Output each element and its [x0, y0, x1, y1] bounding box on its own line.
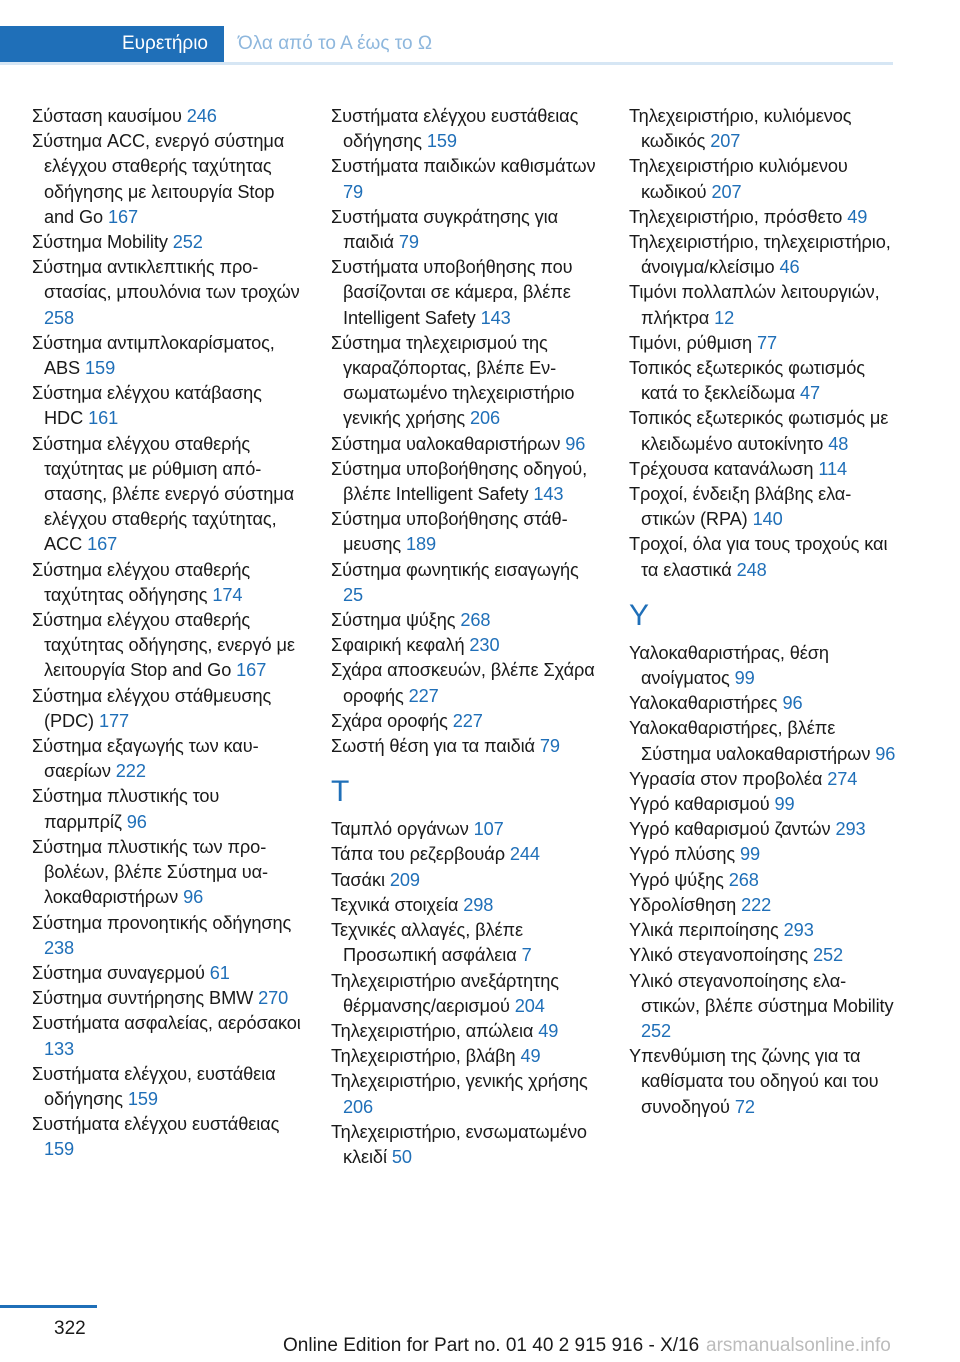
- index-entry-page-link[interactable]: 206: [470, 408, 501, 429]
- index-entry-text: Σχάρα αποσκευών, βλέπε Σχάρα οροφής: [331, 660, 595, 706]
- index-entry-text: Σύστημα αντικλεπτικής προστασίας, μπουλόνια των τροχών: [32, 257, 300, 303]
- page-number: 322: [54, 1318, 86, 1339]
- index-entry-page-link[interactable]: 99: [734, 668, 755, 689]
- index-entry-text: Συστήματα ασφαλείας, αερόσακοι: [32, 1013, 301, 1034]
- index-entry-text: Σύστημα υποβοήθησης οδηγού, βλέπε Intelligent Safety: [331, 458, 588, 505]
- index-entry: [331, 205, 601, 255]
- index-entry-text: Σύστημα πλυστικής των προβολέων, βλέπε Σύστημα υαλοκαθαριστήρων: [32, 836, 269, 908]
- index-entry-page-link[interactable]: 222: [741, 894, 772, 915]
- index-entry-page-link[interactable]: 107: [473, 819, 504, 840]
- index-entry: [629, 918, 899, 943]
- tab-index[interactable]: Ευρετήριο: [0, 26, 224, 62]
- index-entry-text: Υλικά περιποίησης: [629, 920, 779, 941]
- index-entry-page-link[interactable]: 293: [783, 920, 814, 941]
- index-entry: [629, 280, 899, 330]
- index-entry-page-link[interactable]: 207: [710, 131, 741, 152]
- index-entry-page-link[interactable]: 96: [565, 433, 586, 454]
- index-entry-text: Συστήματα συγκράτησης για παιδιά: [331, 206, 559, 253]
- index-entry: [32, 432, 302, 558]
- index-entry-text: Σύστημα ACC, ενεργό σύστημα ελέγχου σταθερής ταχύτητας οδήγησης με λειτουργία Stop and Go: [32, 131, 285, 227]
- index-entry-page-link[interactable]: 227: [408, 685, 439, 706]
- index-entry-page-link[interactable]: 293: [835, 819, 866, 840]
- index-entry-text: Σχάρα οροφής: [331, 710, 448, 731]
- index-entry-text: Υαλοκαθαριστήρας, θέση ανοίγματος: [629, 642, 829, 689]
- index-entry-text: Τάπα του ρεζερβουάρ: [331, 844, 505, 865]
- index-entry-page-link[interactable]: 167: [108, 206, 139, 227]
- index-entry-page-link[interactable]: 268: [460, 610, 491, 631]
- index-entry: [629, 716, 899, 766]
- index-entry-page-link[interactable]: 50: [391, 1146, 412, 1167]
- index-entry-text: Τηλεχειριστήριο, πρόσθετο: [629, 206, 843, 227]
- index-entry: [331, 1069, 601, 1119]
- index-entry-text: Υγρό καθαρισμού ζαντών: [629, 819, 831, 840]
- index-entry-page-link[interactable]: 298: [463, 894, 494, 915]
- index-entry: [32, 255, 302, 331]
- index-entry-page-link[interactable]: 246: [186, 106, 217, 126]
- index-entry-page-link[interactable]: 79: [539, 736, 560, 757]
- index-entry-text: Υγρό ψύξης: [629, 869, 724, 890]
- index-entry-text: Υλικό στεγανοποίησης: [629, 945, 809, 966]
- index-entry: [32, 986, 302, 1011]
- page-number-rule: [0, 1305, 97, 1308]
- index-entry-page-link[interactable]: 143: [533, 484, 564, 505]
- index-entry-page-link[interactable]: 174: [212, 584, 243, 605]
- index-entry: [629, 767, 899, 792]
- index-entry: [331, 1044, 601, 1069]
- index-entry-text: Σύστημα φωνητικής εισαγωγής: [331, 559, 579, 580]
- index-entry: [629, 641, 899, 691]
- index-entry-text: Συστήματα ελέγχου, ευστάθεια οδήγησης: [32, 1063, 276, 1109]
- index-entry-text: Υαλοκαθαριστήρες: [629, 693, 778, 714]
- index-entry-text: Υδρολίσθηση: [629, 894, 737, 915]
- index-entry-text: Σωστή θέση για τα παιδιά: [331, 736, 535, 757]
- index-entry-text: Σύστημα ελέγχου σταθερής ταχύτητας οδήγησης, ενεργό με λειτουργία Stop and Go: [32, 610, 295, 681]
- index-entry-page-link[interactable]: 12: [714, 307, 735, 328]
- index-entry: [331, 842, 601, 867]
- index-entry: [32, 784, 302, 834]
- index-entry-text: Σύστημα ελέγχου σταθερής ταχύτητας με ρύθμιση απόστασης, βλέπε ενεργό σύστημα ελέγχου σταθερής ταχύτητας, ACC: [32, 433, 295, 555]
- index-entry: [629, 532, 899, 582]
- index-entry-text: Υγρό καθαρισμού: [629, 794, 770, 815]
- index-entry-page-link[interactable]: 143: [480, 307, 511, 328]
- index-entry: [331, 1019, 601, 1044]
- footer-edition: Online Edition for Part no. 01 40 2 915 916 - X/16: [283, 1335, 700, 1356]
- index-entry: [331, 658, 601, 708]
- index-entry-text: Τιμόνι, ρύθμιση: [629, 332, 753, 353]
- index-entry: [32, 230, 302, 255]
- index-entry-text: Τηλεχειριστήριο κυλιόμενου κωδικού: [629, 156, 848, 202]
- index-entry: [331, 709, 601, 734]
- index-entry-text: Τροχοί, ένδειξη βλάβης ελαστικών (RPA): [629, 484, 852, 530]
- index-entry-text: Σύστημα εξαγωγής των καυσαερίων: [32, 736, 259, 782]
- index-entry-page-link[interactable]: 49: [847, 206, 868, 227]
- index-entry: [331, 154, 601, 204]
- index-entry-text: Σύστημα ελέγχου σταθερής ταχύτητας οδήγησης: [32, 559, 251, 605]
- index-entry: [32, 1011, 302, 1061]
- index-entry-text: Τασάκι: [331, 869, 385, 890]
- index-entry: [32, 961, 302, 986]
- index-entry: [629, 205, 899, 230]
- index-entry-text: Υγρασία στον προβολέα: [629, 768, 823, 789]
- index-entry-text: Σύστημα συναγερμού: [32, 962, 205, 983]
- index-column-2: [331, 104, 601, 1170]
- index-entry-page-link[interactable]: 270: [258, 988, 289, 1009]
- index-entry: [629, 331, 899, 356]
- index-entry-text: Υγρό πλύσης: [629, 844, 736, 865]
- index-entry-text: Τηλεχειριστήριο, βλάβη: [331, 1046, 516, 1067]
- index-entry-page-link[interactable]: 46: [779, 257, 800, 278]
- index-entry-page-link[interactable]: 161: [88, 408, 119, 429]
- index-entry-page-link[interactable]: 252: [813, 945, 844, 966]
- index-entry: [629, 893, 899, 918]
- index-entry-page-link[interactable]: 25: [343, 584, 364, 605]
- tab-a-to-z[interactable]: Όλα από το Α έως το Ω: [238, 33, 433, 54]
- index-entry-text: Τεχνικές αλλαγές, βλέπε Προσωπική ασφάλεια: [331, 920, 523, 966]
- index-entry-page-link[interactable]: 48: [828, 433, 849, 454]
- index-entry-page-link[interactable]: 133: [44, 1038, 75, 1059]
- index-entry-page-link[interactable]: 159: [426, 131, 457, 152]
- index-entry-text: Σύστημα ελέγχου στάθμευσης (PDC): [32, 685, 272, 731]
- index-entry-page-link[interactable]: 274: [827, 768, 858, 789]
- index-entry-text: Τιμόνι πολλαπλών λειτουργιών, πλήκτρα: [629, 282, 880, 328]
- index-entry: [32, 104, 302, 129]
- index-entry-text: Σύστημα συντήρησης BMW: [32, 988, 254, 1009]
- index-entry-text: Υαλοκαθαριστήρες, βλέπε Σύστημα υαλοκαθαριστήρων: [629, 718, 871, 764]
- index-entry-text: Σύστημα ελέγχου κατάβασης HDC: [32, 383, 262, 429]
- index-entry-text: Συστήματα παιδικών καθισμάτων: [331, 156, 596, 177]
- index-entry-page-link[interactable]: 244: [509, 844, 540, 865]
- index-entry-page-link[interactable]: 222: [115, 761, 146, 782]
- index-entry: [32, 608, 302, 684]
- index-entry-text: Συστήματα ελέγχου ευστάθειας: [32, 1114, 280, 1135]
- index-entry-page-link[interactable]: 99: [774, 794, 795, 815]
- index-entry: [629, 457, 899, 482]
- index-entry: [331, 331, 601, 432]
- index-entry-text: Σύστημα τηλεχειρισμού της γκαραζόπορτας, βλέπε Ενσωματωμένο τηλεχειριστήριο γενικής χρήσης: [331, 332, 575, 429]
- index-entry: [629, 154, 899, 204]
- index-entry-page-link[interactable]: 248: [736, 559, 767, 580]
- index-entry-page-link[interactable]: 159: [44, 1139, 75, 1160]
- index-entry: [331, 918, 601, 968]
- index-entry: [629, 817, 899, 842]
- index-entry-page-link[interactable]: 159: [85, 358, 116, 379]
- index-entry: [629, 691, 899, 716]
- index-entry: [629, 792, 899, 817]
- index-entry-page-link[interactable]: 96: [183, 887, 204, 908]
- index-entry: [331, 558, 601, 608]
- index-entry-text: Συστήματα υποβοήθησης που βασίζονται σε κάμερα, βλέπε Intelligent Safety: [331, 257, 573, 328]
- index-entry-page-link[interactable]: 177: [98, 710, 130, 731]
- index-entry-page-link[interactable]: 238: [44, 937, 75, 958]
- index-entry-text: Τηλεχειριστήριο, απώλεια: [331, 1020, 534, 1041]
- index-entry: [32, 558, 302, 608]
- index-entry-page-link[interactable]: 114: [818, 458, 848, 479]
- index-entry-page-link[interactable]: 207: [711, 181, 742, 202]
- index-entry-page-link[interactable]: 206: [343, 1096, 374, 1117]
- index-entry: [331, 432, 601, 457]
- index-entry-page-link[interactable]: 7: [521, 945, 532, 966]
- index-entry-text: Τηλεχειριστήριο, γενικής χρήσης: [331, 1071, 588, 1092]
- index-entry: [331, 893, 601, 918]
- index-entry-page-link[interactable]: 230: [469, 635, 500, 656]
- index-entry-page-link[interactable]: 159: [127, 1088, 158, 1109]
- header-tabs: [0, 0, 893, 65]
- index-entry: [32, 684, 302, 734]
- index-entry-page-link[interactable]: 99: [739, 844, 761, 865]
- index-entry: [331, 734, 601, 759]
- index-entry-page-link[interactable]: 189: [406, 534, 437, 555]
- index-entry-page-link[interactable]: 77: [757, 332, 778, 353]
- index-entry: [32, 835, 302, 911]
- index-entry: [629, 356, 899, 406]
- index-entry: [32, 1112, 302, 1162]
- index-entry-text: Σύστημα πλυστικής του παρμπρίζ: [32, 786, 220, 832]
- index-entry-text: Τηλεχειριστήριο, τηλεχειριστήριο, άνοιγμα/κλείσιμο: [629, 232, 891, 278]
- index-entry-text: Σφαιρική κεφαλή: [331, 635, 465, 656]
- index-entry: [32, 331, 302, 381]
- index-entry-page-link[interactable]: 47: [800, 383, 821, 404]
- index-entry-text: Τοπικός εξωτερικός φωτισμός κατά το ξεκλείδωμα: [629, 358, 865, 404]
- index-entry-text: Τηλεχειριστήριο, κυλιόμενος κωδικός: [629, 106, 852, 152]
- index-letter-heading: Υ: [629, 598, 650, 632]
- index-entry-text: Συστήματα ελέγχου ευστάθειας οδήγησης: [331, 106, 579, 152]
- index-entry-text: Τεχνικά στοιχεία: [331, 894, 459, 915]
- index-entry: [629, 230, 899, 280]
- index-entry-page-link[interactable]: 49: [538, 1020, 559, 1041]
- index-entry-page-link[interactable]: 79: [343, 181, 364, 202]
- index-entry-page-link[interactable]: 79: [398, 232, 419, 253]
- index-entry: [331, 255, 601, 331]
- index-entry-text: Τηλεχειριστήριο ανεξάρτητης θέρμανσης/αερισμού: [331, 970, 559, 1016]
- index-entry: [331, 457, 601, 507]
- index-entry: [331, 817, 601, 842]
- index-entry-text: Σύστημα ψύξης: [331, 610, 456, 631]
- index-entry-page-link[interactable]: 258: [44, 307, 75, 328]
- index-entry-text: Σύσταση καυσίμου: [32, 106, 182, 126]
- index-entry: [32, 734, 302, 784]
- index-entry: [629, 482, 899, 532]
- index-entry-page-link[interactable]: 204: [514, 995, 545, 1016]
- index-entry: [32, 129, 302, 230]
- index-entry: [331, 1120, 601, 1170]
- index-entry-text: Υλικό στεγανοποίησης ελαστικών, βλέπε σύστημα Mobility: [629, 970, 894, 1016]
- index-entry: [629, 842, 899, 867]
- index-letter-heading: Τ: [331, 775, 350, 809]
- index-entry: [331, 507, 601, 557]
- index-entry: [629, 1044, 899, 1120]
- index-column-3: [629, 104, 899, 1120]
- index-entry-page-link[interactable]: 167: [87, 534, 118, 555]
- index-entry-text: Τροχοί, όλα για τους τροχούς και τα ελαστικά: [629, 534, 888, 580]
- index-entry-page-link[interactable]: 140: [752, 509, 783, 530]
- index-entry-page-link[interactable]: 61: [209, 962, 230, 983]
- index-entry-text: Ταμπλό οργάνων: [331, 819, 469, 840]
- index-entry-text: Σύστημα προνοητικής οδήγησης: [32, 912, 292, 933]
- index-entry: [32, 1062, 302, 1112]
- index-entry: [32, 911, 302, 961]
- index-entry-page-link[interactable]: 252: [172, 232, 203, 253]
- index-entry: [331, 104, 601, 154]
- index-entry-page-link[interactable]: 96: [126, 811, 147, 832]
- index-entry: [331, 969, 601, 1019]
- index-entry: [629, 868, 899, 893]
- index-entry: [331, 633, 601, 658]
- index-entry-text: Τηλεχειριστήριο, ενσωματωμένο κλειδί: [331, 1121, 587, 1167]
- index-entry: [32, 381, 302, 431]
- footer-watermark: arsmanualsonline.info: [706, 1335, 891, 1356]
- index-entry-page-link[interactable]: 227: [452, 710, 483, 731]
- index-entry-text: Σύστημα υαλοκαθαριστήρων: [331, 433, 561, 454]
- index-entry: [331, 868, 601, 893]
- index-entry-page-link[interactable]: 72: [734, 1096, 755, 1117]
- index-entry-page-link[interactable]: 167: [236, 660, 267, 681]
- index-entry-text: Υπενθύμιση της ζώνης για τα καθίσματα του οδηγού και του συνοδηγού: [629, 1046, 879, 1117]
- index-entry-text: Τρέχουσα κατανάλωση: [629, 458, 814, 479]
- index-entry: [629, 104, 899, 154]
- index-entry: [629, 943, 899, 968]
- index-entry-page-link[interactable]: 96: [782, 693, 803, 714]
- index-entry-text: Σύστημα υποβοήθησης στάθμευσης: [331, 509, 568, 555]
- index-entry-page-link[interactable]: 268: [728, 869, 759, 890]
- index-entry-page-link[interactable]: 96: [875, 743, 896, 764]
- index-entry: [629, 969, 899, 1045]
- index-entry: [331, 608, 601, 633]
- index-entry-text: Σύστημα αντιμπλοκαρίσματος, ABS: [32, 332, 275, 379]
- index-entry-page-link[interactable]: 49: [520, 1046, 541, 1067]
- index-entry-page-link[interactable]: 252: [641, 1020, 672, 1041]
- index-entry-text: Τοπικός εξωτερικός φωτισμός με κλειδωμένο αυτοκίνητο: [629, 408, 889, 454]
- index-entry-page-link[interactable]: 209: [389, 869, 420, 890]
- index-column-1: [32, 104, 302, 1163]
- index-entry-text: Σύστημα Mobility: [32, 232, 168, 253]
- index-entry: [629, 406, 899, 456]
